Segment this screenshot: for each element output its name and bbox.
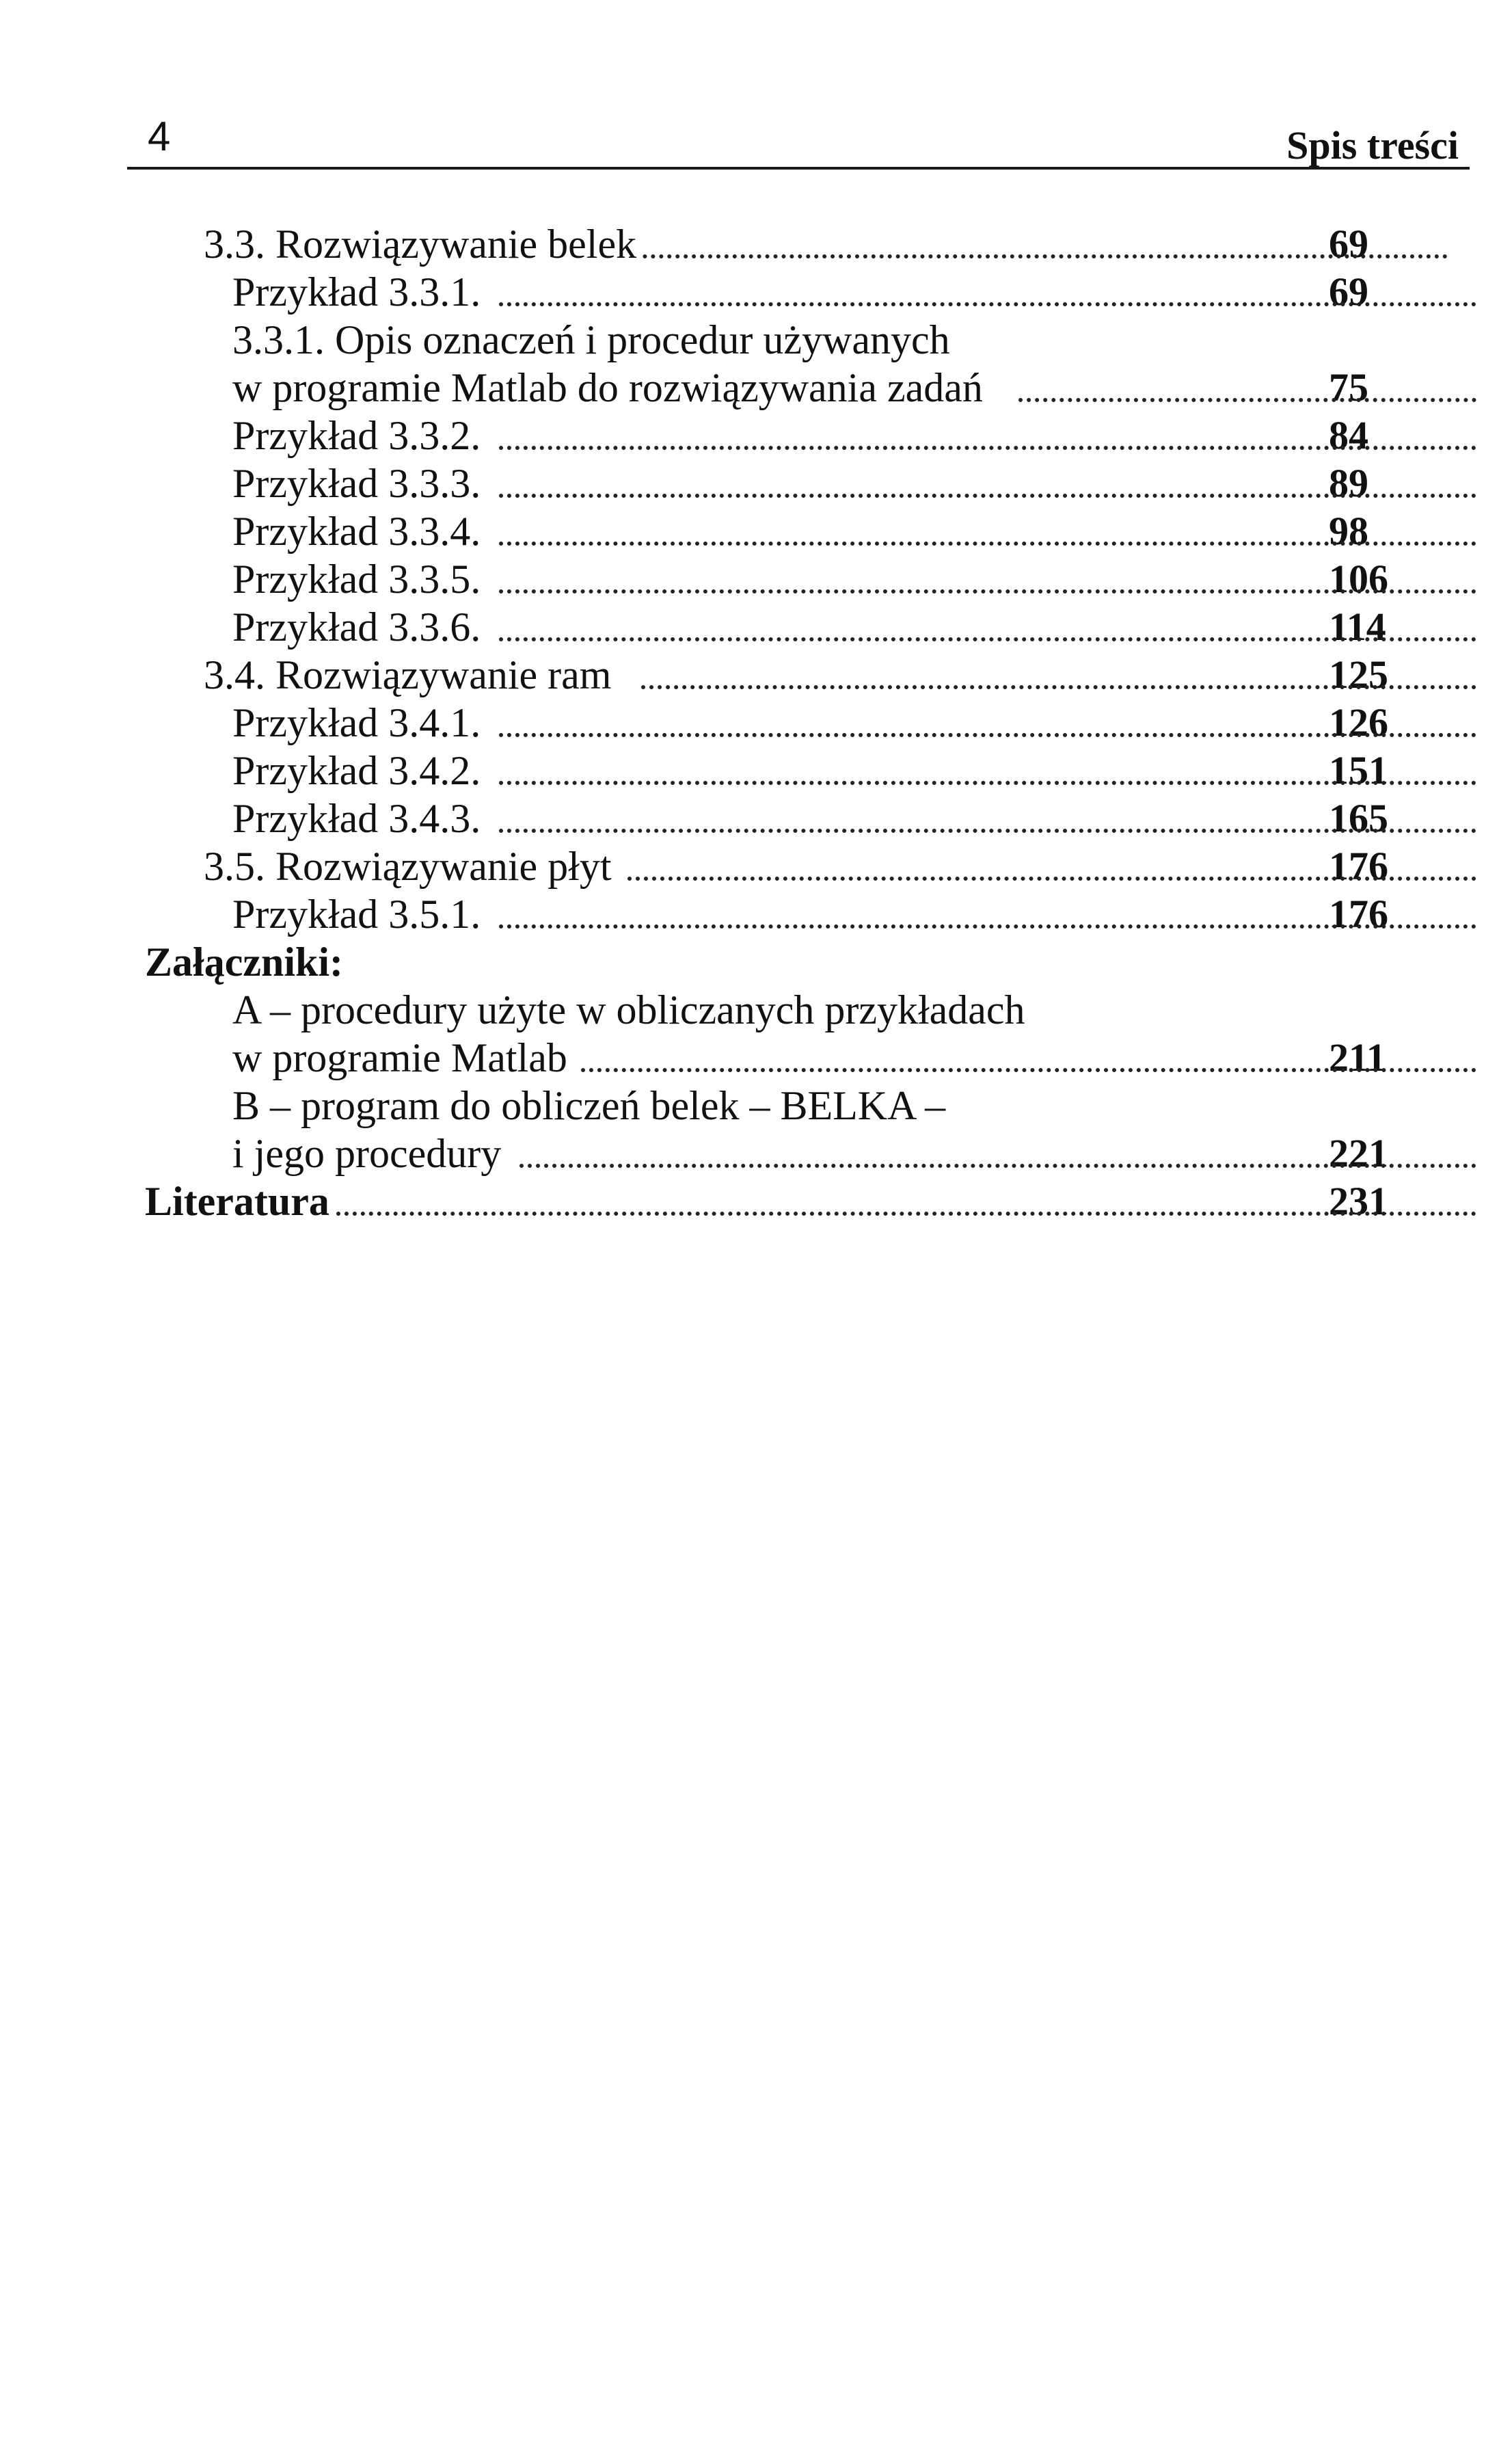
toc-page-number: 89 xyxy=(1329,461,1368,505)
toc-entry-title: 3.3. Rozwiązywanie belek xyxy=(204,220,640,268)
toc-leader xyxy=(499,637,1476,641)
toc-page-number: 69 xyxy=(1329,222,1368,266)
toc-entry-title: Przykład 3.5.1. xyxy=(232,890,485,938)
toc-leader xyxy=(499,302,1476,306)
toc-entry-title: Przykład 3.3.4. xyxy=(232,507,485,555)
toc-leader xyxy=(499,446,1476,450)
toc-leader xyxy=(499,542,1476,546)
toc-entry-title: Przykład 3.3.6. xyxy=(232,603,485,651)
toc-page-number: 221 xyxy=(1329,1131,1388,1175)
toc-entry-title: Przykład 3.3.3. xyxy=(232,459,485,507)
toc-page-number: 151 xyxy=(1329,748,1388,792)
toc-entry-title: Załączniki: xyxy=(145,938,347,986)
toc-leader xyxy=(627,877,1476,881)
toc-page-number: 114 xyxy=(1329,604,1386,649)
toc-entry-title: Przykład 3.3.1. xyxy=(232,268,485,316)
toc-leader xyxy=(499,494,1476,498)
toc-leader xyxy=(499,733,1476,737)
toc-page-number: 126 xyxy=(1329,700,1388,745)
toc-entry-title: Przykład 3.3.2. xyxy=(232,412,485,459)
toc-leader xyxy=(499,781,1476,785)
toc-entry-title: B – program do obliczeń belek – BELKA – xyxy=(232,1082,949,1130)
toc-page-number: 98 xyxy=(1329,509,1368,553)
toc-page-number: 211 xyxy=(1329,1035,1386,1080)
toc-leader xyxy=(336,1212,1476,1216)
toc-leader xyxy=(519,1164,1476,1168)
toc-page-number: 106 xyxy=(1329,557,1388,601)
toc-leader xyxy=(641,685,1476,689)
toc-entry-title: 3.3.1. Opis oznaczeń i procedur używanych xyxy=(232,316,954,364)
toc-entry-title: Przykład 3.4.1. xyxy=(232,699,485,747)
toc-page-number: 165 xyxy=(1329,796,1388,840)
toc-entry-title: w programie Matlab xyxy=(232,1034,571,1082)
toc-entry-title: Przykład 3.4.3. xyxy=(232,795,485,842)
toc-leader xyxy=(581,1068,1476,1072)
toc-leader xyxy=(1018,398,1476,402)
toc-entry-title: 3.5. Rozwiązywanie płyt xyxy=(204,842,616,890)
running-title: Spis treści xyxy=(1286,123,1459,168)
page-header xyxy=(127,101,1470,170)
toc-entry-title: Przykład 3.3.5. xyxy=(232,555,485,603)
toc-entry-title: 3.4. Rozwiązywanie ram xyxy=(204,651,615,699)
toc-entry-title: w programie Matlab do rozwiązywania zadań xyxy=(232,364,987,412)
toc-entry-title: A – procedury użyte w obliczanych przykładach xyxy=(232,986,1029,1034)
toc-entry-title: i jego procedury xyxy=(232,1130,505,1177)
toc-page-number: 125 xyxy=(1329,652,1388,697)
toc-page-number: 231 xyxy=(1329,1179,1388,1223)
toc-leader xyxy=(499,924,1476,929)
toc-page-number: 176 xyxy=(1329,892,1388,936)
toc-leader xyxy=(499,829,1476,833)
toc-page-number: 84 xyxy=(1329,413,1368,457)
toc-entry-title: Literatura xyxy=(145,1177,334,1225)
toc-entry-title: Przykład 3.4.2. xyxy=(232,747,485,795)
toc-leader xyxy=(499,589,1476,594)
toc-page-number: 69 xyxy=(1329,269,1368,314)
page-number: 4 xyxy=(148,114,171,159)
toc-page-number: 75 xyxy=(1329,365,1368,410)
toc-page-number: 176 xyxy=(1329,844,1388,888)
